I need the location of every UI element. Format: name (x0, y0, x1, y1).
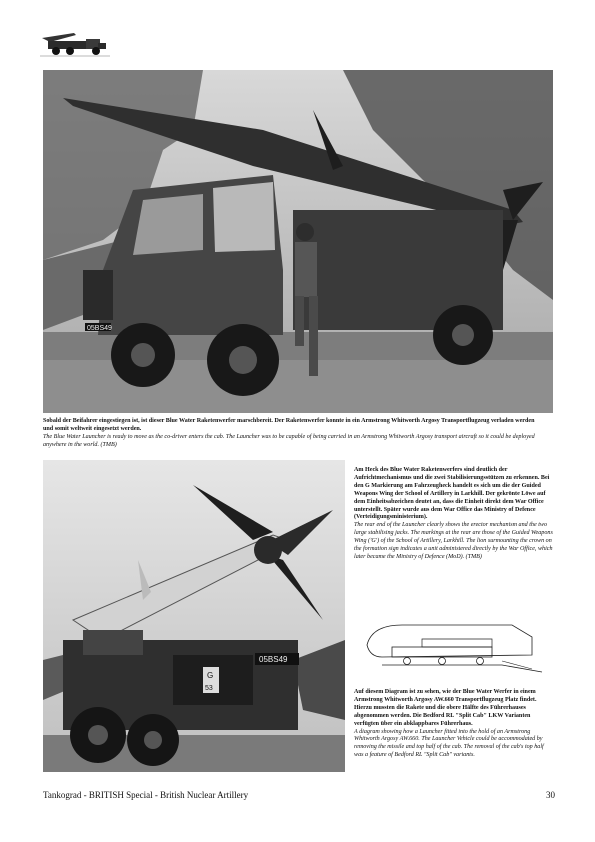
page-number: 30 (546, 790, 555, 800)
bottom-plate: 05BS49 (259, 655, 288, 664)
caption-rear-view-english: The rear end of the Launcher clearly shows the erector mechanism and the two large stabilising jacks. The markings at the rear are those of the Guided Weapons Wing ('G') of the School of Artillery, Larkhill. The lion surmounting the crown on the formation sign indicates a unit administered directly by the War Office, which later became the Ministry of Defence (MoD). (TMB) (354, 522, 553, 560)
bottom-marking-number: 53 (205, 685, 213, 692)
caption-top-german: Sobald der Beifahrer eingestiegen ist, ist dieser Blue Water Raketenwerfer marschbereit. Der Raketenwerfer konnte in ein Armstrong Whitworth Argosy Transportflugzeug verladen werden und somit weltweit eingesetzt werden. (43, 418, 535, 432)
caption-top-english: The Blue Water Launcher is ready to move as the co-driver enters the cab. The Launcher was to be capable of being carried in an Armstrong Whitworth Argosy transport aircraft so it could be deployed anywhere in the world. (TMB) (43, 433, 535, 448)
caption-rear-view (354, 467, 554, 562)
top-plate: 05BS49 (87, 325, 112, 332)
bottom-marking-letter: G (207, 671, 214, 680)
caption-rear-view-german: Am Heck des Blue Water Raketenwerfers sind deutlich der Aufrichtmechanismus und die zwei Stabilisierungsstützen zu erkennen. Bei den G Markierung am Fahrzeugheck handelt es sich um die der Guided Weapons Wing der School of Artillery in Larkhill. Der gekrönte Löwe auf dem Einheitsabzeichen deutet an, dass die Einheit direkt dem War Office unterstellt. Später wurde aus dem War Office das Ministry of Defence (Verteidigungsministerium). (354, 467, 550, 521)
caption-diagram-english: A diagram showing how a Launcher fitted into the hold of an Armstrong Whitworth Argosy AW.660. The Launcher Vehicle could be accommodated by removing the missile and top half of the cab. The removal of the cab's top half was a feature of Bedford RL "Split Cab" variants. (354, 728, 544, 759)
footer-series-title: Tankograd - BRITISH Special - British Nuclear Artillery (43, 790, 249, 800)
argosy-loading-diagram (362, 617, 547, 673)
caption-top (43, 418, 543, 450)
photo-launcher-ready (43, 70, 553, 413)
publisher-logo (40, 30, 110, 58)
photo-launcher-rear (43, 460, 345, 772)
caption-diagram (354, 689, 554, 760)
caption-diagram-german: Auf diesem Diagram ist zu sehen, wie der Blue Water Werfer in einem Armstrong Whitworth Argosy AW.660 Transportflugzeug Platz findet. Hierzu mussten die Rakete und die obere Hälfte des Führerhauses abgenommen werden. Die Bedford RL "Split Cab" LKW Varianten verfügten über ein abklappbares Führerhaus. (354, 689, 537, 727)
truck-logo-icon (40, 30, 110, 58)
